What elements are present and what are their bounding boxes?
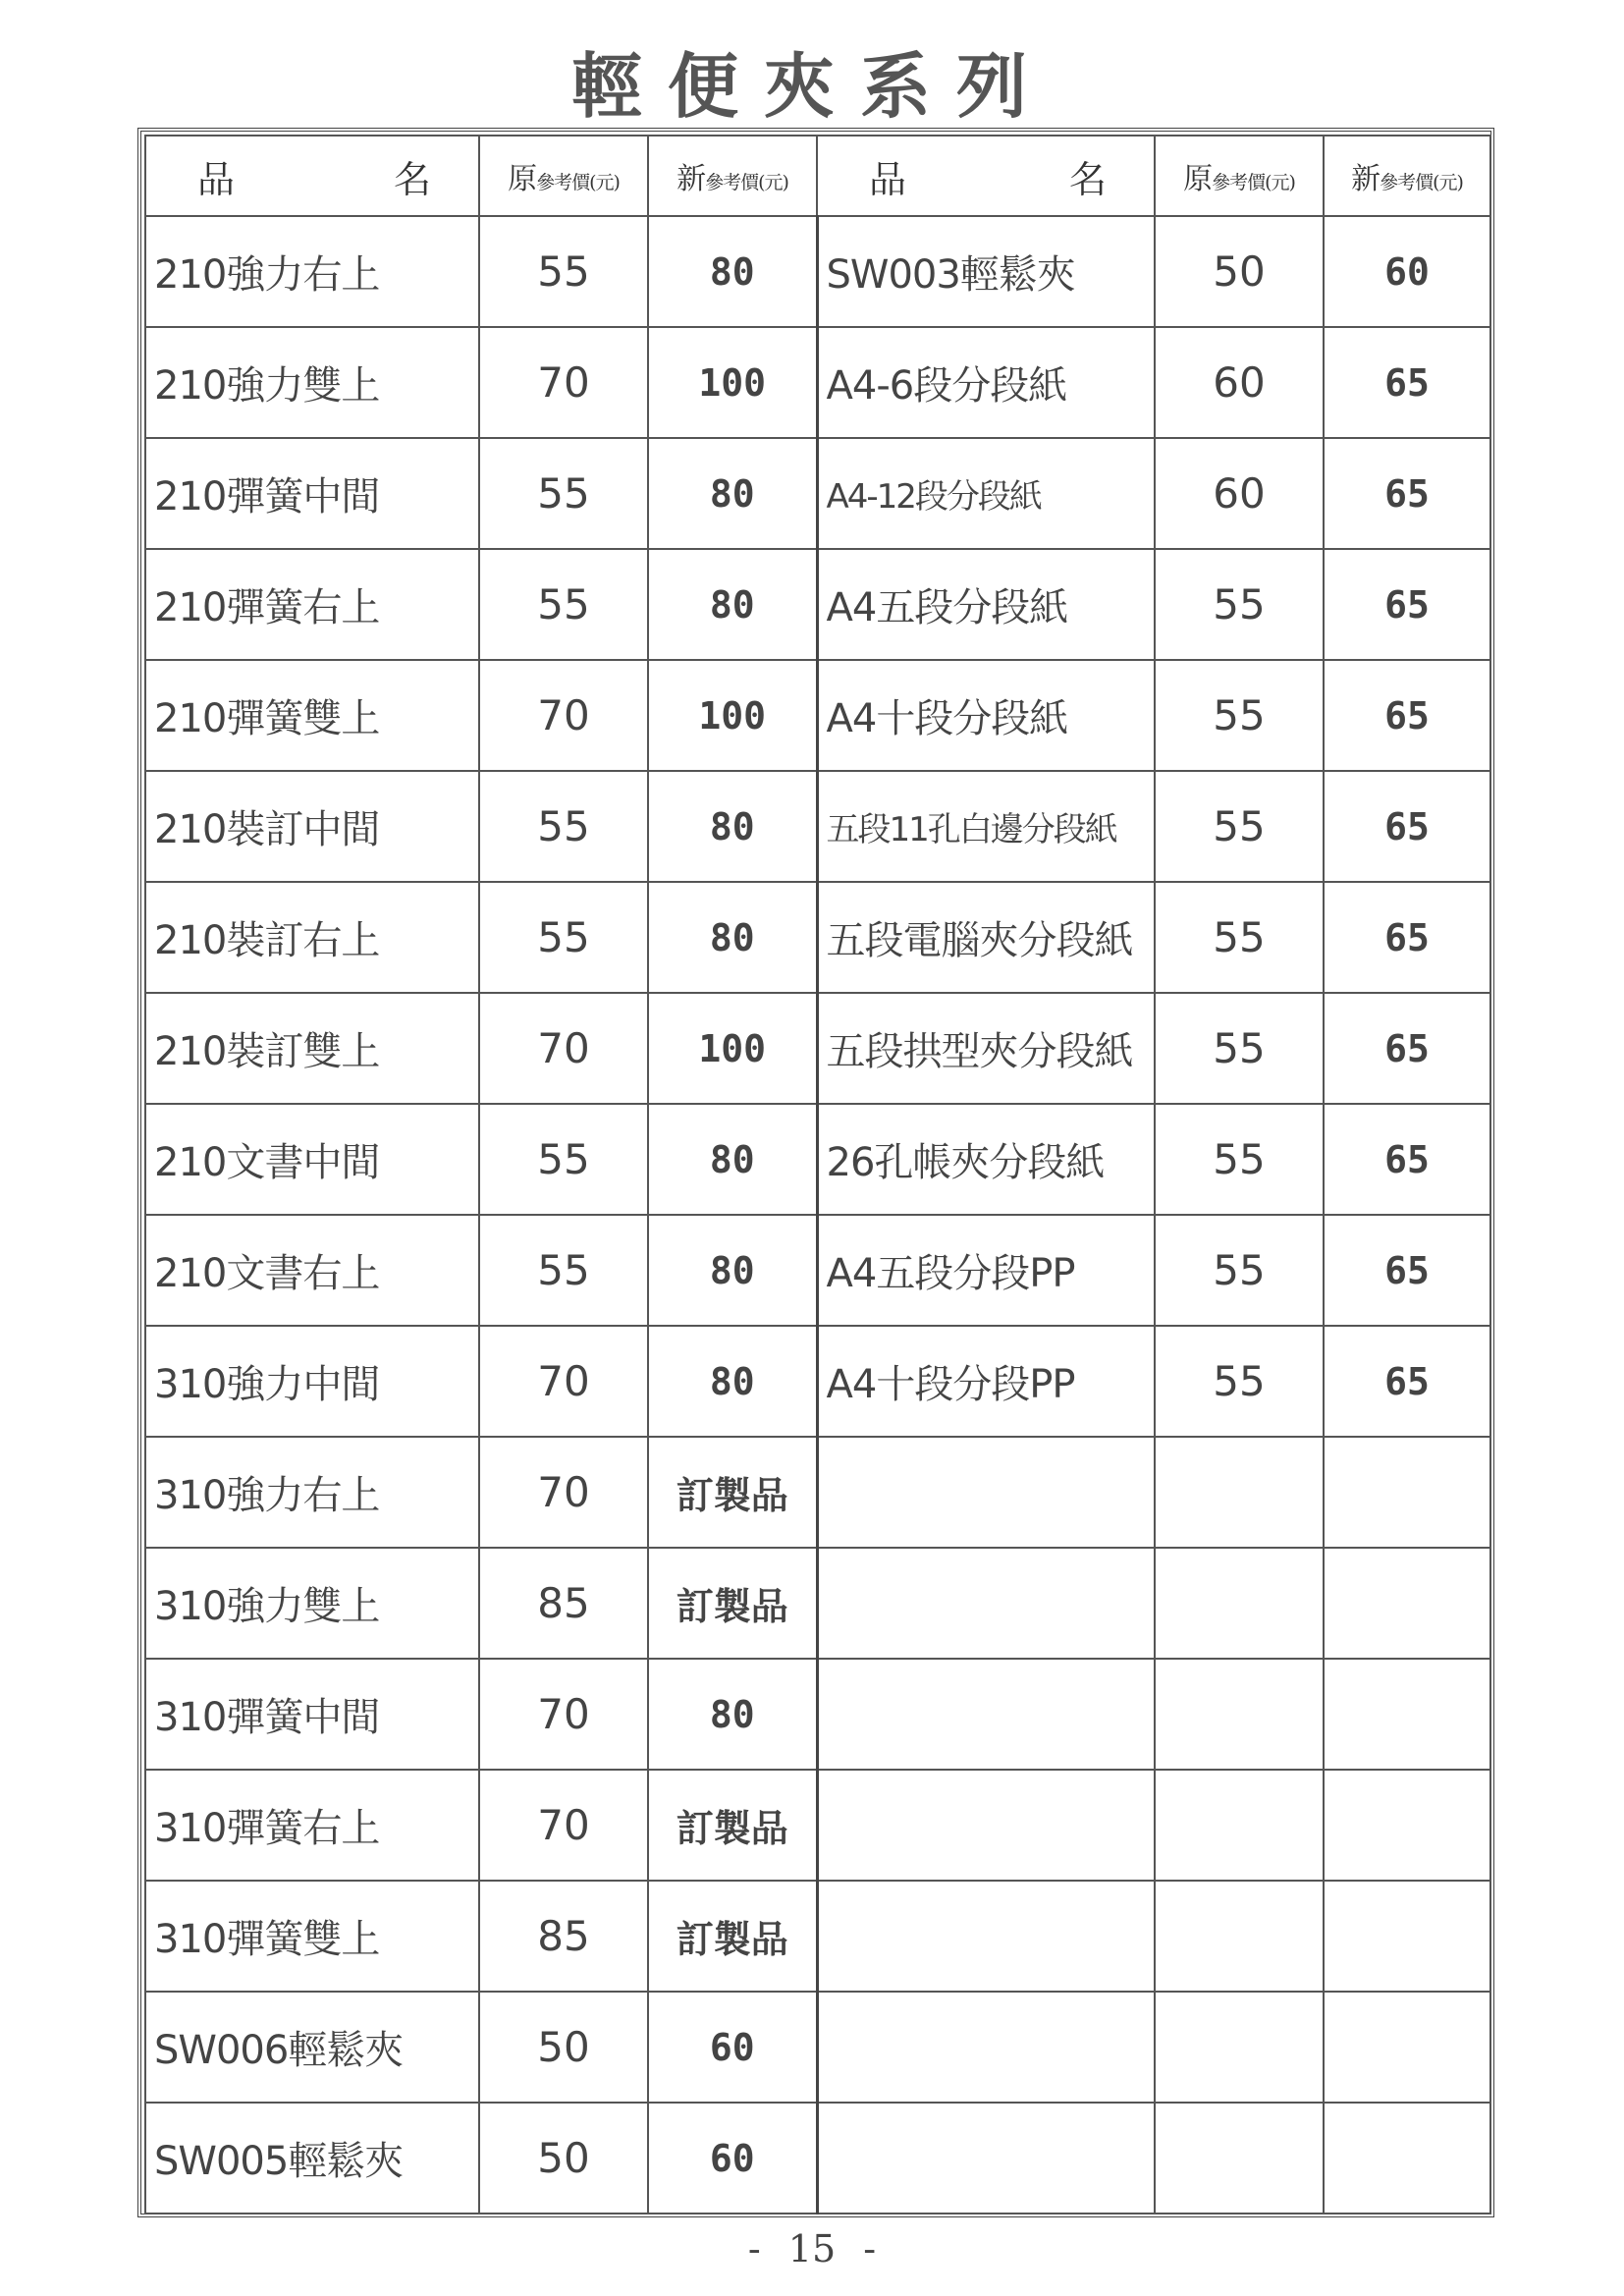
new-price-right — [1324, 2103, 1490, 2214]
product-name-left: 210文書中間 — [145, 1104, 479, 1215]
old-price-right: 55 — [1155, 993, 1324, 1104]
table-body — [145, 216, 1490, 2214]
new-price-right — [1324, 1992, 1490, 2103]
old-price-right: 55 — [1155, 771, 1324, 882]
product-name-left: 210裝訂右上 — [145, 882, 479, 993]
new-price-right — [1324, 1659, 1490, 1770]
old-price-left: 70 — [479, 993, 648, 1104]
product-name-left: 210裝訂中間 — [145, 771, 479, 882]
new-price-left: 訂製品 — [648, 1770, 817, 1881]
product-name-right — [817, 1770, 1155, 1881]
header-name-right: 品 名 — [817, 136, 1155, 216]
new-price-left: 80 — [648, 1326, 817, 1437]
old-price-right: 60 — [1155, 438, 1324, 549]
product-name-left: 310彈簧雙上 — [145, 1881, 479, 1992]
old-price-right — [1155, 1992, 1324, 2103]
old-price-left: 70 — [479, 1659, 648, 1770]
table-row — [145, 771, 1490, 882]
new-price-left: 訂製品 — [648, 1548, 817, 1659]
header-new-price-left: 新參考價(元) — [648, 136, 817, 216]
table-row — [145, 882, 1490, 993]
product-name-left: 210裝訂雙上 — [145, 993, 479, 1104]
table-row — [145, 1215, 1490, 1326]
table-row — [145, 549, 1490, 660]
old-price-right: 55 — [1155, 1104, 1324, 1215]
product-name-left: 310強力右上 — [145, 1437, 479, 1548]
old-price-right: 60 — [1155, 327, 1324, 438]
old-price-left: 70 — [479, 1326, 648, 1437]
new-price-right: 65 — [1324, 1215, 1490, 1326]
product-name-left: SW005輕鬆夾 — [145, 2103, 479, 2214]
new-price-right: 60 — [1324, 216, 1490, 327]
old-price-right — [1155, 2103, 1324, 2214]
new-price-right: 65 — [1324, 327, 1490, 438]
product-name-right: A4五段分段紙 — [817, 549, 1155, 660]
old-price-left: 55 — [479, 438, 648, 549]
product-name-right: 五段11孔白邊分段紙 — [817, 771, 1155, 882]
old-price-left: 70 — [479, 1770, 648, 1881]
product-name-right: 五段拱型夾分段紙 — [817, 993, 1155, 1104]
header-name-left: 品 名 — [145, 136, 479, 216]
new-price-left: 80 — [648, 771, 817, 882]
table-row — [145, 1770, 1490, 1881]
old-price-left: 55 — [479, 1104, 648, 1215]
old-price-right — [1155, 1437, 1324, 1548]
product-name-right: 五段電腦夾分段紙 — [817, 882, 1155, 993]
new-price-left: 80 — [648, 549, 817, 660]
new-price-right: 65 — [1324, 1326, 1490, 1437]
table-row — [145, 1659, 1490, 1770]
new-price-left: 訂製品 — [648, 1437, 817, 1548]
new-price-left: 80 — [648, 216, 817, 327]
product-name-right — [817, 1437, 1155, 1548]
new-price-left: 100 — [648, 327, 817, 438]
page-number: - 15 - — [747, 2227, 877, 2270]
product-name-left: 210彈簧中間 — [145, 438, 479, 549]
table-row — [145, 1104, 1490, 1215]
product-name-right: A4五段分段PP — [817, 1215, 1155, 1326]
product-name-right: 26孔帳夾分段紙 — [817, 1104, 1155, 1215]
old-price-right — [1155, 1881, 1324, 1992]
new-price-left: 100 — [648, 993, 817, 1104]
product-name-left: 210文書右上 — [145, 1215, 479, 1326]
header-old-price-left: 原參考價(元) — [479, 136, 648, 216]
old-price-left: 70 — [479, 1437, 648, 1548]
new-price-right — [1324, 1881, 1490, 1992]
product-name-left: 210彈簧雙上 — [145, 660, 479, 771]
new-price-left: 80 — [648, 882, 817, 993]
new-price-right: 65 — [1324, 660, 1490, 771]
new-price-right: 65 — [1324, 993, 1490, 1104]
new-price-right: 65 — [1324, 549, 1490, 660]
table-header-row — [145, 136, 1490, 216]
new-price-left: 80 — [648, 438, 817, 549]
table-row — [145, 1881, 1490, 1992]
table-row — [145, 216, 1490, 327]
product-name-right: A4-6段分段紙 — [817, 327, 1155, 438]
new-price-right: 65 — [1324, 438, 1490, 549]
product-name-left: SW006輕鬆夾 — [145, 1992, 479, 2103]
new-price-left: 60 — [648, 2103, 817, 2214]
product-name-right: A4-12段分段紙 — [817, 438, 1155, 549]
old-price-right: 50 — [1155, 216, 1324, 327]
table-row — [145, 1548, 1490, 1659]
old-price-right — [1155, 1659, 1324, 1770]
price-table — [144, 135, 1491, 2214]
header-old-price-right: 原參考價(元) — [1155, 136, 1324, 216]
old-price-left: 70 — [479, 327, 648, 438]
old-price-right: 55 — [1155, 549, 1324, 660]
old-price-left: 55 — [479, 882, 648, 993]
old-price-right: 55 — [1155, 660, 1324, 771]
new-price-right: 65 — [1324, 1104, 1490, 1215]
product-name-right — [817, 1548, 1155, 1659]
old-price-right — [1155, 1770, 1324, 1881]
header-new-price-right: 新參考價(元) — [1324, 136, 1490, 216]
old-price-left: 70 — [479, 660, 648, 771]
product-name-right: SW003輕鬆夾 — [817, 216, 1155, 327]
product-name-left: 310彈簧中間 — [145, 1659, 479, 1770]
product-name-right — [817, 1992, 1155, 2103]
page-title: 輕便夾系列 — [570, 44, 1053, 128]
old-price-right: 55 — [1155, 1326, 1324, 1437]
old-price-left: 55 — [479, 1215, 648, 1326]
price-sheet — [137, 128, 1494, 2217]
product-name-right: A4十段分段PP — [817, 1326, 1155, 1437]
new-price-left: 100 — [648, 660, 817, 771]
table-row — [145, 327, 1490, 438]
new-price-left: 訂製品 — [648, 1881, 817, 1992]
new-price-right — [1324, 1770, 1490, 1881]
old-price-left: 55 — [479, 549, 648, 660]
old-price-right — [1155, 1548, 1324, 1659]
product-name-right — [817, 1659, 1155, 1770]
product-name-left: 210強力右上 — [145, 216, 479, 327]
product-name-left: 310強力雙上 — [145, 1548, 479, 1659]
product-name-left: 310彈簧右上 — [145, 1770, 479, 1881]
product-name-right: A4十段分段紙 — [817, 660, 1155, 771]
table-row — [145, 438, 1490, 549]
new-price-left: 60 — [648, 1992, 817, 2103]
old-price-left: 85 — [479, 1548, 648, 1659]
new-price-right: 65 — [1324, 771, 1490, 882]
product-name-left: 210彈簧右上 — [145, 549, 479, 660]
product-name-right — [817, 1881, 1155, 1992]
new-price-right: 65 — [1324, 882, 1490, 993]
table-row — [145, 2103, 1490, 2214]
old-price-right: 55 — [1155, 1215, 1324, 1326]
product-name-left: 210強力雙上 — [145, 327, 479, 438]
new-price-right — [1324, 1548, 1490, 1659]
table-row — [145, 993, 1490, 1104]
old-price-right: 55 — [1155, 882, 1324, 993]
new-price-right — [1324, 1437, 1490, 1548]
table-row — [145, 660, 1490, 771]
product-name-right — [817, 2103, 1155, 2214]
product-name-left: 310強力中間 — [145, 1326, 479, 1437]
old-price-left: 55 — [479, 216, 648, 327]
old-price-left: 55 — [479, 771, 648, 882]
old-price-left: 50 — [479, 2103, 648, 2214]
old-price-left: 50 — [479, 1992, 648, 2103]
new-price-left: 80 — [648, 1104, 817, 1215]
table-row — [145, 1437, 1490, 1548]
table-row — [145, 1992, 1490, 2103]
new-price-left: 80 — [648, 1215, 817, 1326]
table-row — [145, 1326, 1490, 1437]
new-price-left: 80 — [648, 1659, 817, 1770]
old-price-left: 85 — [479, 1881, 648, 1992]
